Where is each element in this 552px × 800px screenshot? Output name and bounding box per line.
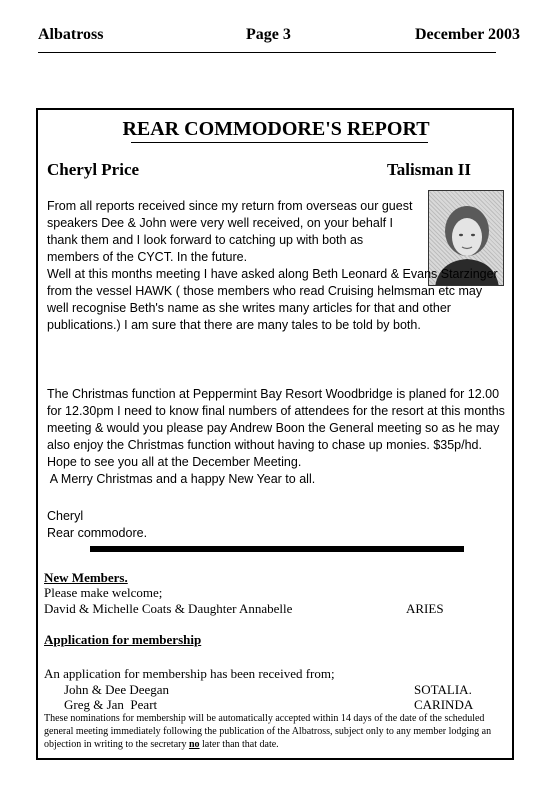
applicant-names: Greg & Jan Peart [64, 697, 158, 712]
page-header [38, 26, 520, 48]
page-number: Page 3 [246, 26, 291, 43]
applicant-vessel: CARINDA [414, 697, 474, 712]
issue-date: December 2003 [415, 26, 520, 43]
report-paragraph-3 [47, 386, 505, 488]
season-greeting-text: A Merry Christmas and a happy New Year to all. [47, 472, 316, 486]
nomination-note-end: later than that date. [199, 739, 279, 750]
applicant-names: John & Dee Deegan [64, 682, 170, 697]
report-paragraph-2: Well at this months meeting I have asked along Beth Leonard & Evans Starzinger from the vessel HAWK ( those members who read Cruising helmsman etc may well recognise Beth's name as she writes many articles for that and other publications.) I am sure that there are many tales to be told by both. [47, 267, 498, 332]
publication-name: Albatross [38, 26, 104, 43]
title-underline [131, 142, 428, 143]
report-title: REAR COMMODORE'S REPORT [122, 118, 430, 140]
signoff-name: Cheryl [47, 509, 84, 523]
christmas-function-text: The Christmas function at Peppermint Bay Resort Woodbridge is planed for 12.00 for 12.30pm I need to know final numbers of attendees for the resort at this months meeting & would you please pay Andrew Boon the General meeting so as he may also enjoy the Christmas function without having to chase up monies. $35p/hd. [47, 387, 505, 452]
application-intro: An application for membership has been received from; [44, 666, 335, 681]
author-vessel: Talisman II [387, 160, 471, 179]
nomination-note-emphasis: no [188, 739, 200, 750]
member-vessel: ARIES [406, 601, 444, 616]
list-item [44, 601, 464, 616]
new-members-heading: New Members. [44, 570, 128, 585]
signoff-title: Rear commodore. [47, 526, 148, 540]
header-divider [38, 52, 496, 53]
nomination-note [44, 712, 510, 751]
section-divider [90, 546, 464, 552]
application-heading: Application for membership [44, 632, 202, 647]
applicant-vessel: SOTALIA. [414, 682, 472, 697]
member-names: David & Michelle Coats & Daughter Annabelle [44, 601, 293, 616]
december-meeting-text: Hope to see you all at the December Meeting. [47, 455, 302, 469]
nomination-note-text: These nominations for membership will be automatically accepted within 14 days of the date of the scheduled general meeting immediately following the publication of the Albatross, subject only to any member lodging an objection in writing to the secretary [44, 713, 492, 750]
new-members-intro: Please make welcome; [44, 585, 163, 600]
report-signoff [47, 508, 147, 542]
report-paragraph-1: From all reports received since my return from overseas our guest speakers Dee & John were very well received, on your behalf I thank them and I look forward to catching up with both as members of the CYCT. In the future. [47, 199, 413, 264]
report-author: Cheryl Price [47, 160, 140, 179]
